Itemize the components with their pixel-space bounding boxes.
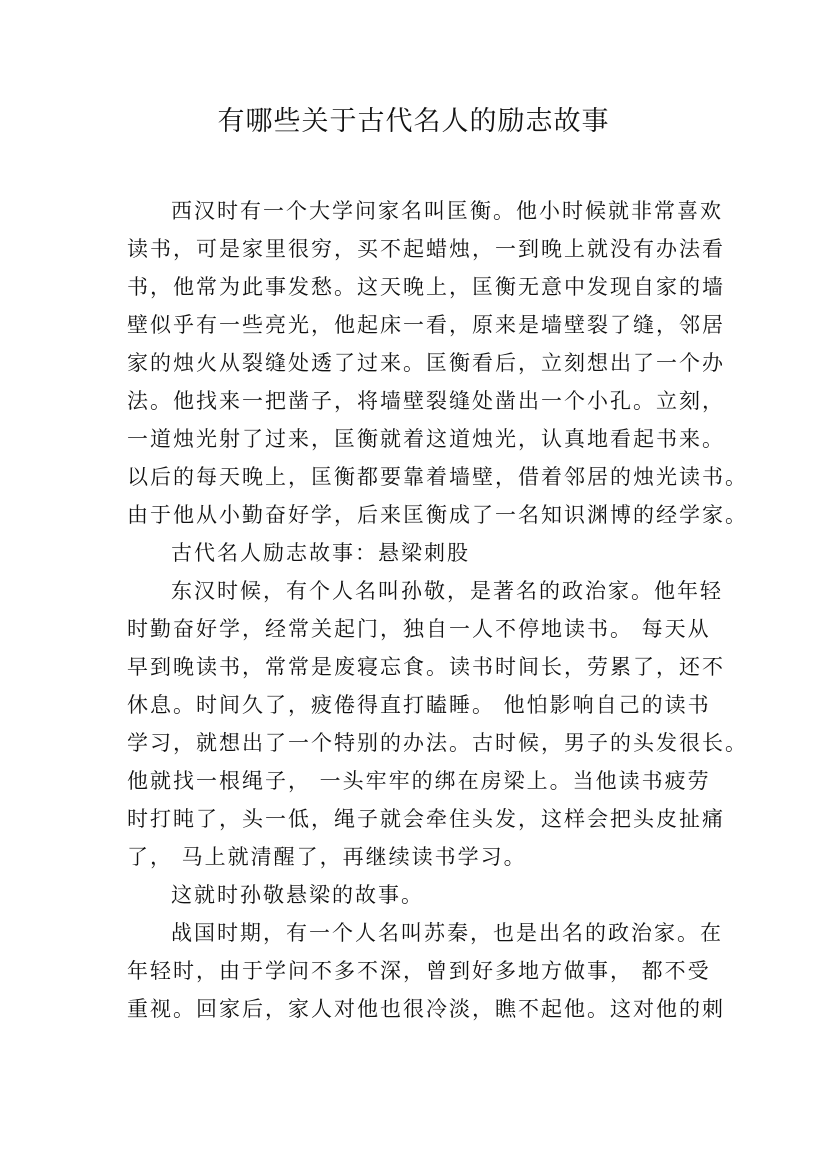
- paragraph-line: 由于他从小勤奋好学，后来匡衡成了一名知识渊博的经学家。: [127, 503, 748, 527]
- paragraph-line: 时打盹了，头一低，绳子就会牵住头发，这样会把头皮扯痛: [127, 807, 725, 831]
- paragraph-line: 东汉时候，有个人名叫孙敬，是著名的政治家。他年轻: [171, 579, 723, 603]
- paragraph-line: 年轻时，由于学问不多不深，曾到好多地方做事， 都不受: [127, 959, 711, 983]
- paragraph-line: 了， 马上就清醒了，再继续读书学习。: [127, 845, 527, 869]
- paragraph-line: 重视。回家后，家人对他也很冷淡，瞧不起他。这对他的刺: [127, 997, 725, 1021]
- paragraph-line: 时勤奋好学，经常关起门，独自一人不停地读书。 每天从: [127, 617, 711, 641]
- paragraph-line: 壁似乎有一些亮光，他起床一看，原来是墙壁裂了缝，邻居: [127, 313, 725, 337]
- paragraph-line: 一道烛光射了过来，匡衡就着这道烛光，认真地看起书来。: [127, 427, 725, 451]
- paragraph-line: 以后的每天晚上，匡衡都要靠着墙壁，借着邻居的烛光读书。: [127, 465, 748, 489]
- document-body: [127, 192, 748, 1028]
- paragraph-line: 早到晚读书，常常是废寝忘食。读书时间长，劳累了，还不: [127, 655, 725, 679]
- paragraph-line: 他就找一根绳子， 一头牢牢的绑在房梁上。当他读书疲劳: [127, 769, 711, 793]
- paragraph-line: 学习，就想出了一个特别的办法。古时候，男子的头发很长。: [127, 731, 748, 755]
- paragraph-line: 西汉时有一个大学问家名叫匡衡。他小时候就非常喜欢: [171, 199, 723, 223]
- paragraph-line: 战国时期，有一个人名叫苏秦，也是出名的政治家。在: [171, 921, 723, 945]
- paragraph-line: 书，他常为此事发愁。这天晚上，匡衡无意中发现自家的墙: [127, 275, 725, 299]
- paragraph-line: 这就时孙敬悬梁的故事。: [171, 883, 424, 907]
- paragraph-line: 法。他找来一把凿子，将墙壁裂缝处凿出一个小孔。立刻，: [127, 389, 725, 413]
- section-heading: 古代名人励志故事：悬梁刺股: [171, 541, 470, 565]
- document-title: 有哪些关于古代名人的励志故事: [217, 106, 610, 137]
- paragraph-line: 休息。时间久了，疲倦得直打瞌睡。 他怕影响自己的读书: [127, 693, 711, 717]
- paragraph-line: 读书，可是家里很穷，买不起蜡烛，一到晚上就没有办法看: [127, 237, 725, 261]
- paragraph-line: 家的烛火从裂缝处透了过来。匡衡看后，立刻想出了一个办: [127, 351, 725, 375]
